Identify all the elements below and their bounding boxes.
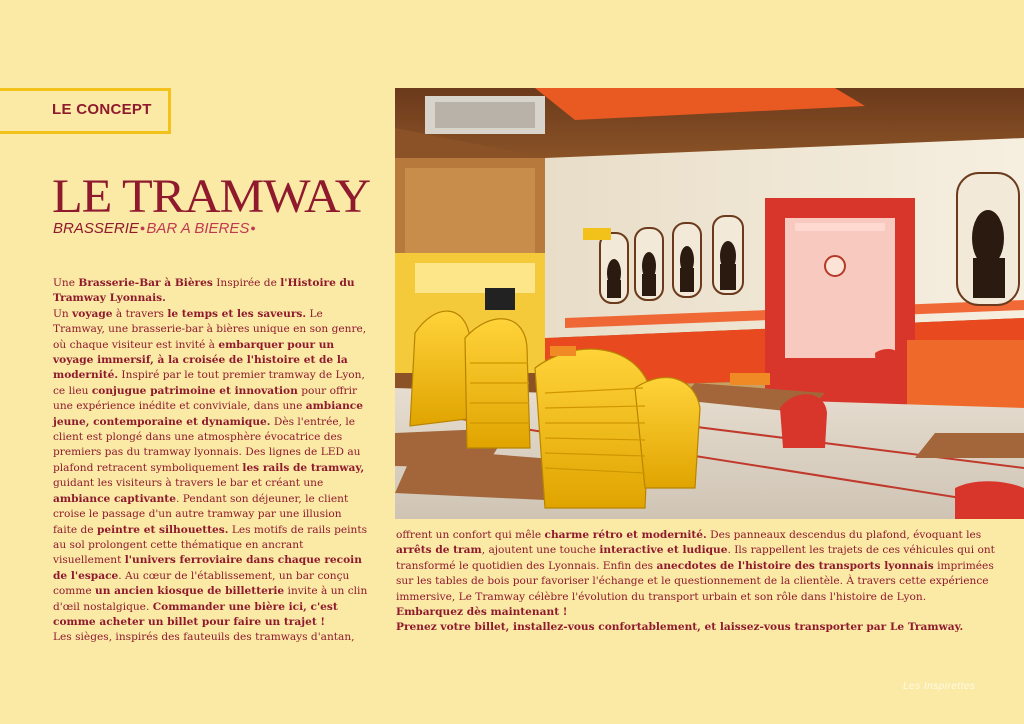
body-text-column-left: Une Brasserie-Bar à Bières Inspirée de l'Histoire du Tramway Lyonnais. Un voyage à travers le temps et les saveurs. Le Tramway, une brasserie-bar à bières unique en son genre, où chaque visiteur est invité à embarquer pour un voyage immersif, à la croisée de l'histoire et de la modernité. Inspiré par le tout premier tramway de Lyon, ce lieu conjugue patrimoine et innovation pour offrir une expérience inédite et conviviale, dans une ambiance jeune, contemporaine et dynamique. Dès l'entrée, le client est plongé dans une atmosphère évocatrice des premiers pas du tramway lyonnais. Des lignes de LED au plafond retracent symboliquement les rails de tramway, guidant les visiteurs à travers le bar et créant une ambiance captivante. Pendant son déjeuner, le client croise le passage d'un autre tramway par une illusion faite de peintre et silhouettes. Les motifs de rails peints au sol prolongent cette thématique en ancrant visuellement l'univers ferroviaire dans chaque recoin de l'espace. Au cœur de l'établissement, un bar conçu comme un ancien kiosque de billetterie invite à un clin d'œil nostalgique. Commander une bière ici, c'est comme acheter un billet pour faire un trajet ! Les sièges, inspirés des fauteuils des tramways d'antan, <box>53 277 368 644</box>
brand-subtitle <box>53 220 257 237</box>
footer-signature: Les Inspirettes <box>903 681 976 692</box>
bullet-icon: ● <box>250 223 256 233</box>
brand-logo-text: LE TRAMWAY <box>52 170 371 220</box>
interior-illustration <box>395 88 1024 519</box>
interior-photo <box>395 88 1024 519</box>
subtitle-brasserie: BRASSERIE <box>53 220 139 237</box>
subtitle-bar-a-bieres: BAR A BIERES <box>146 220 250 237</box>
body-text-column-right: offrent un confort qui mêle charme rétro et modernité. Des panneaux descendus du plafond, évoquant les arrêts de tram, ajoutent une touche interactive et ludique. Ils rappellent les trajets de ces véhicules qui ont transformé le quotidien des Lyonnais. Enfin des anecdotes de l'histoire des transports lyonnais imprimées sur les tables de bois pour favoriser l'échange et le questionnement de la clientèle. À travers cette expérience immersive, Le Tramway célèbre l'évolution du transport urbain et son rôle dans l'histoire de Lyon. Embarquez dès maintenant ! Prenez votre billet, installez-vous confortablement, et laissez-vous transporter par Le Tramway. <box>396 529 995 634</box>
brand-logo <box>52 168 372 220</box>
section-label: LE CONCEPT <box>52 101 152 118</box>
bullet-icon: ● <box>139 223 146 233</box>
